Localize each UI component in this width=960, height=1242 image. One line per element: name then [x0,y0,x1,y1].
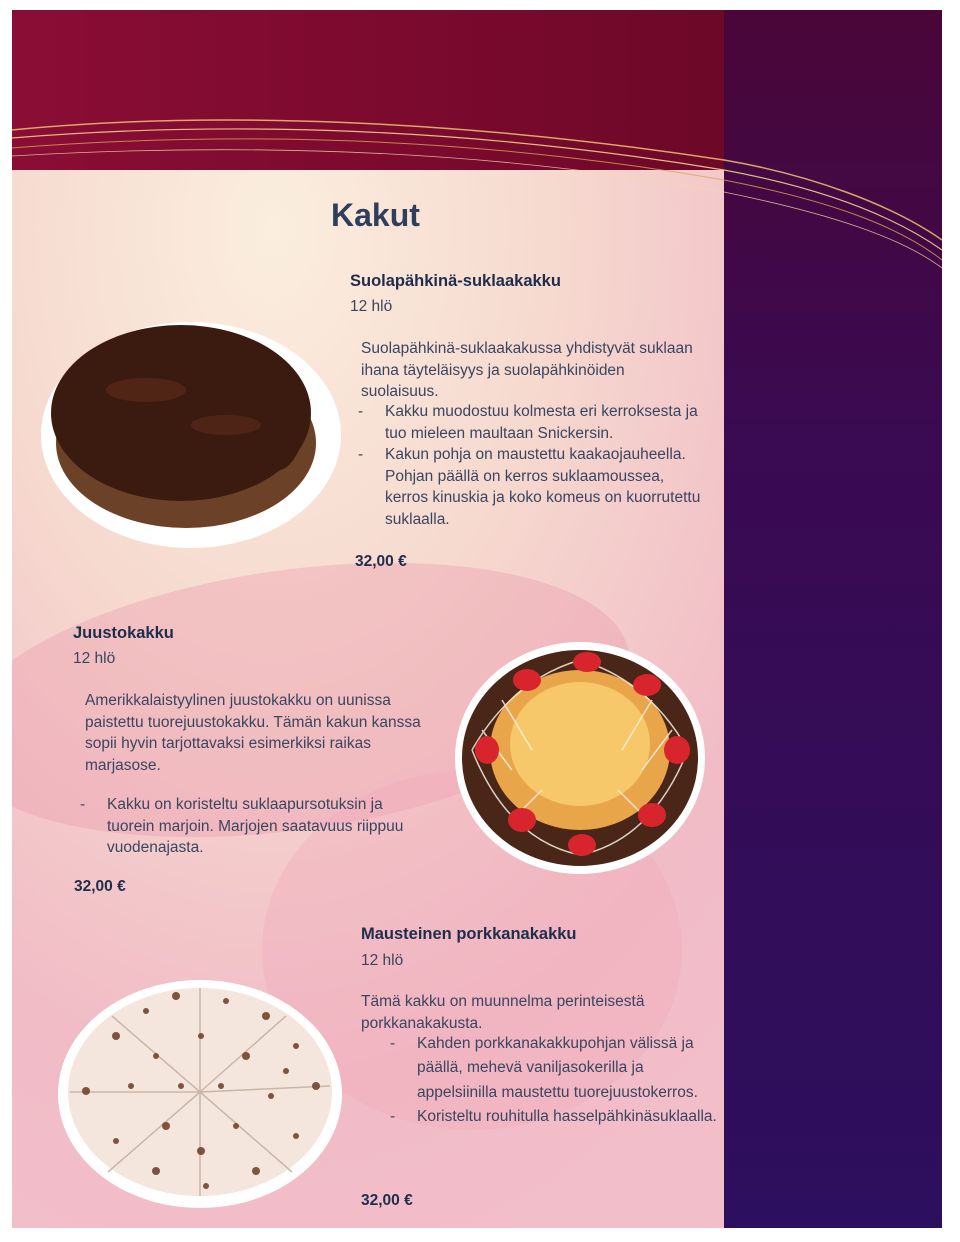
cake-2-intro: Amerikkalaistyylinen juustokakku on uunissa paistettu tuorejuustokakku. Tämän kakun kanssa sopii hyvin tarjottavaksi esimerkiksi raikas marjasose. [85,692,421,774]
cake-1-price: 32,00 [355,553,394,570]
cake-3-name: Mausteinen porkkanakakku [361,925,577,943]
cake-1-name: Suolapähkinä-suklaakakku [350,272,561,290]
cake-2-name: Juustokakku [73,624,174,642]
cheesecake-image [452,640,712,880]
cake-2-price-line [74,876,126,898]
cake-1-feature: - Kakun pohja on maustettu kaakaojauheella. Pohjan päällä on kerros suklaamoussea, kerros kinuskia ja koko komeus on kuorrutettu suklaalla. [358,444,708,530]
euro-symbol: € [117,878,126,895]
cake-3-servings: 12 hlö [361,952,404,969]
carrot-cake-image [56,976,346,1216]
cake-3-features [390,1032,720,1129]
cake-2-feature: - Kakku on koristeltu suklaapursotuksin ja tuorein marjoin. Marjojen saatavuus riippuu vuodenajasta. [80,794,425,859]
cake-2-price: 32,00 [74,878,113,895]
cake-1-feature: - Kakku muodostuu kolmesta eri kerroksesta ja tuo mieleen maultaan Snickersin. [358,401,708,444]
cake-1-servings: 12 hlö [350,298,393,315]
page-title: Kakut [331,197,420,233]
gold-swoosh-lines [12,10,942,270]
cake-1-features [358,401,708,530]
cake-3-intro: Tämä kakku on muunnelma perinteisestä porkkanakakusta. [361,993,645,1032]
euro-symbol: € [404,1192,413,1209]
cake-2-servings: 12 hlö [73,650,116,667]
cake-3-feature: - Kahden porkkanakakkupohjan välissä ja päällä, mehevä vaniljasokerilla ja appelsiinilla maustettu tuorejuustokerros. [390,1032,720,1105]
euro-symbol: € [398,553,407,570]
cake-3-price: 32,00 [361,1192,400,1209]
menu-page [12,10,942,1228]
cake-3-feature: - Koristeltu rouhitulla hasselpähkinäsuklaalla. [390,1105,720,1129]
cake-1-price-line [355,551,407,573]
cake-1-intro: Suolapähkinä-suklaakakussa yhdistyvät suklaan ihana täyteläisyys ja suolapähkinöiden suolaisuus. [361,340,693,400]
cake-2-features [80,794,425,859]
cake-3-price-line [361,1190,413,1212]
chocolate-cake-image [36,315,356,555]
